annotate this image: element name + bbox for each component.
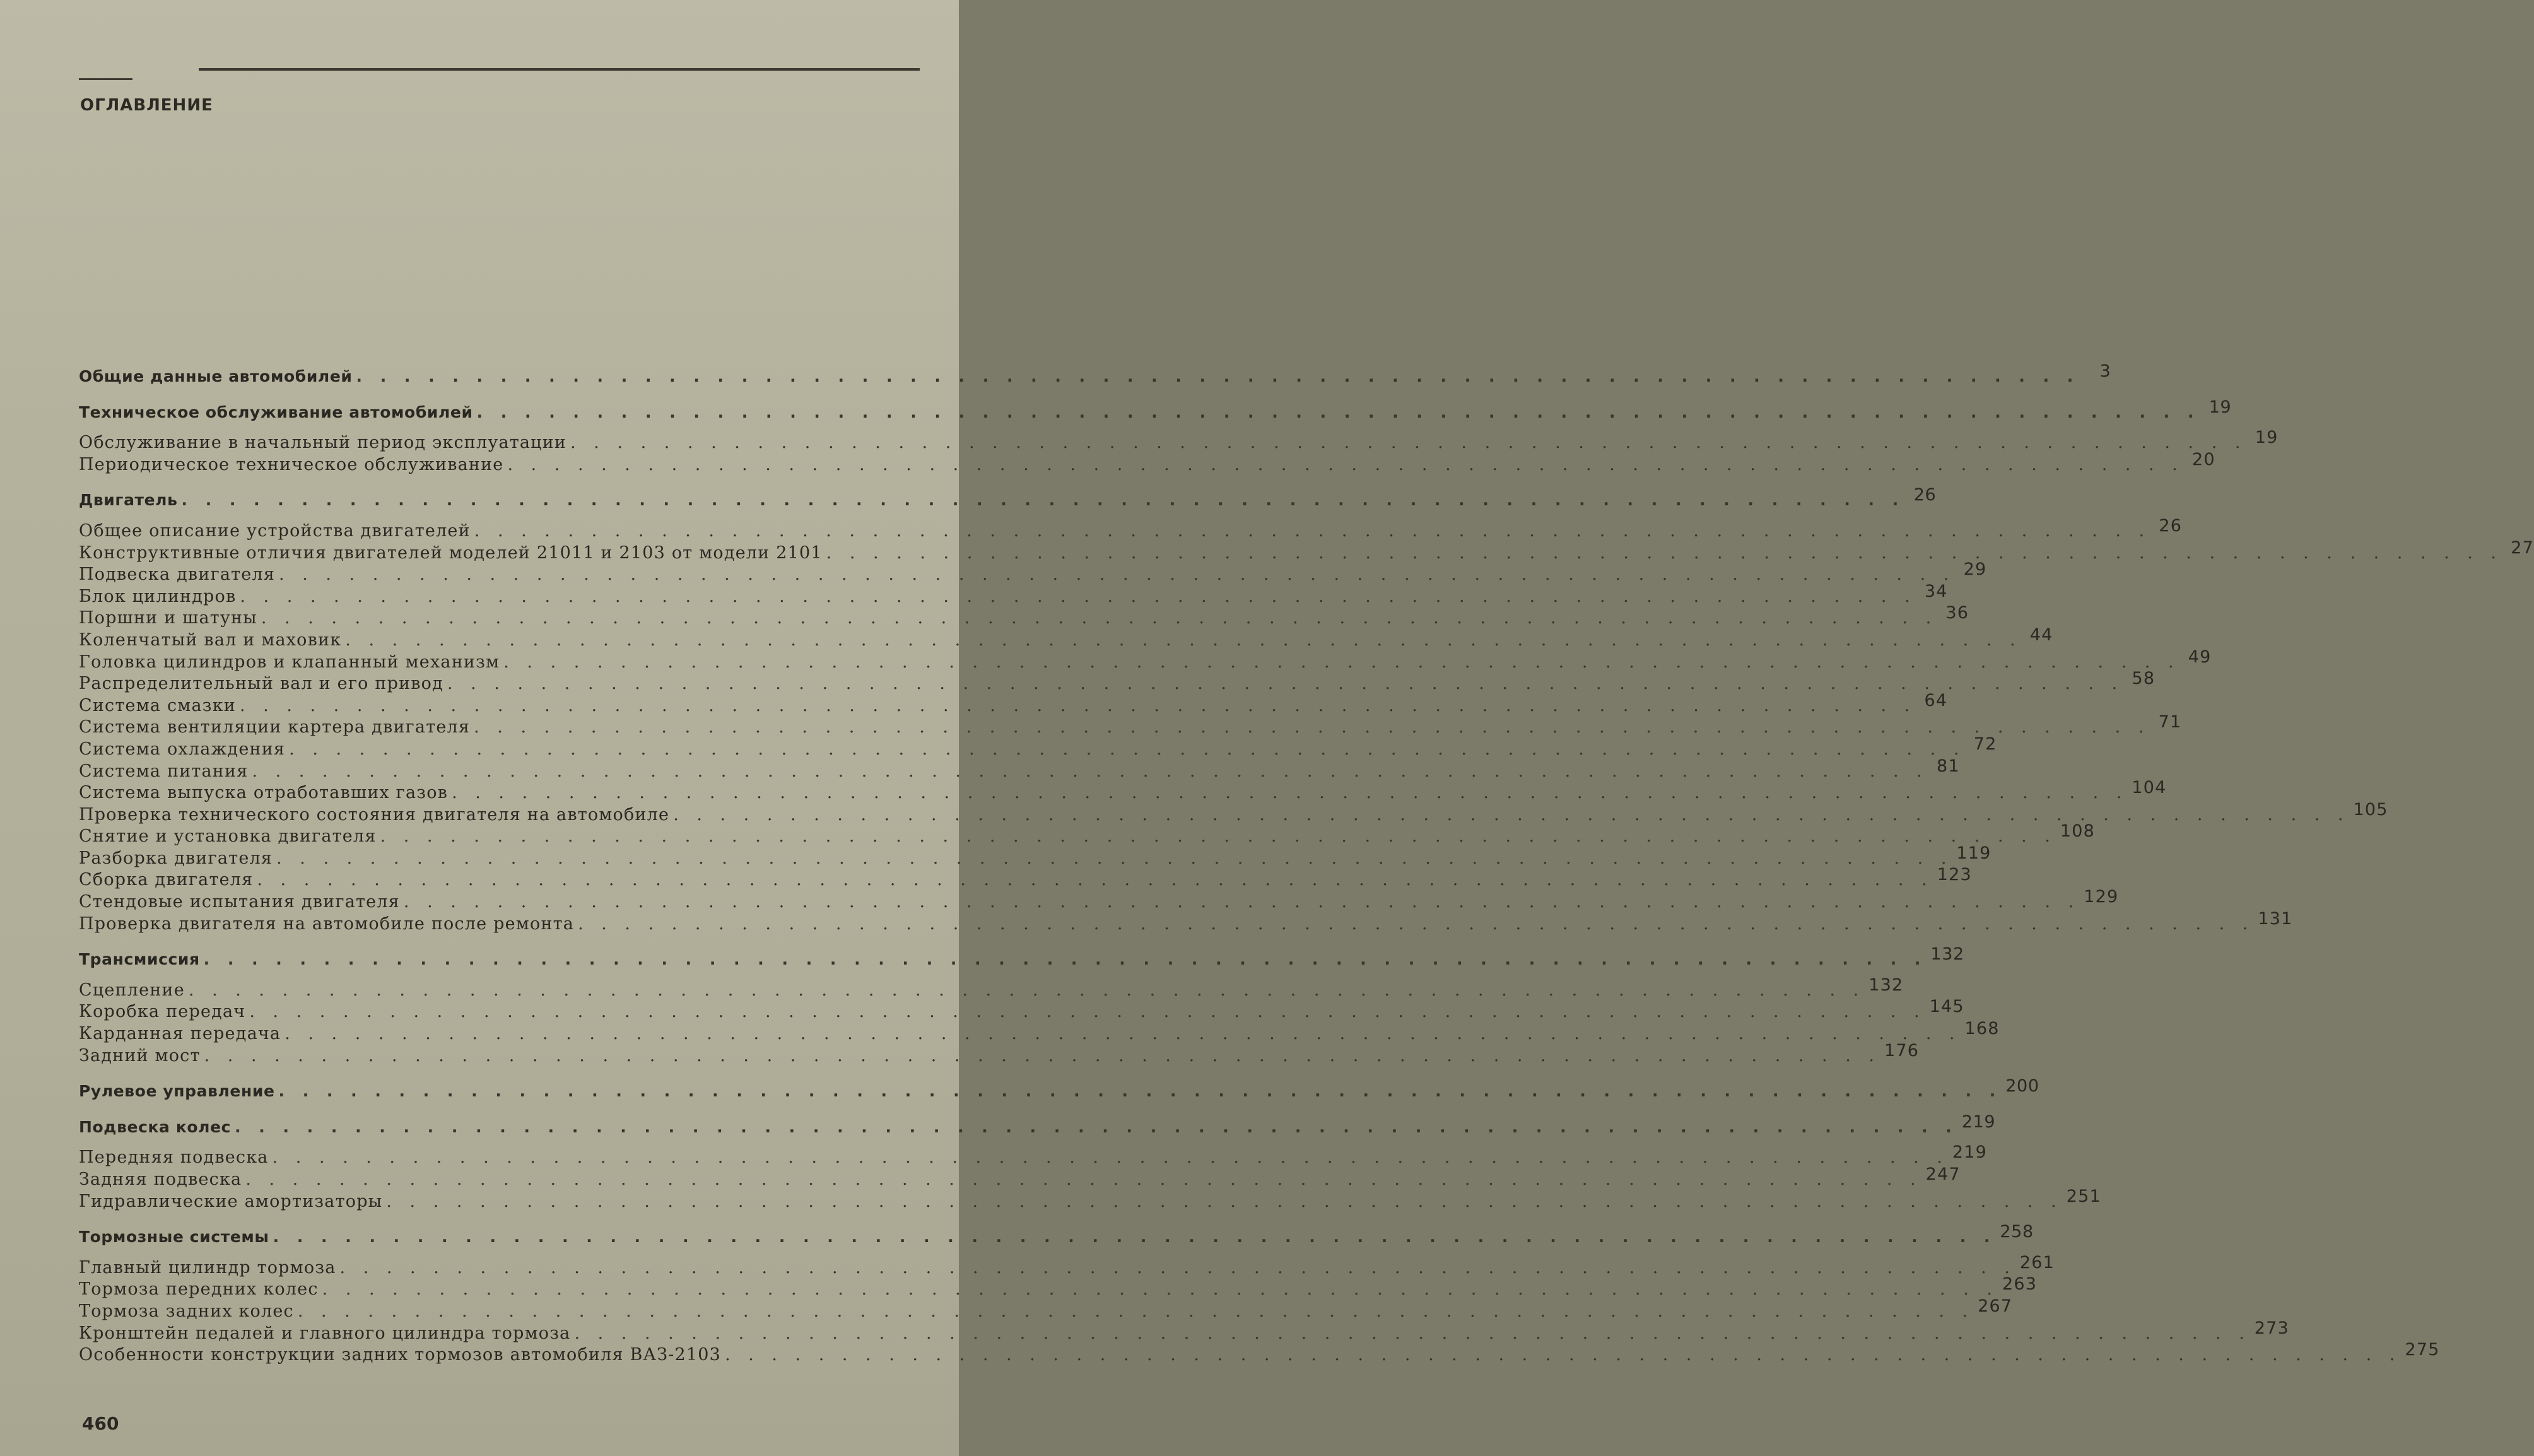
toc-entry-row[interactable] — [79, 1274, 2038, 1301]
toc-entry-row[interactable] — [79, 690, 1948, 717]
dot-leader: . . . . . . . . . . . . . . . . . . . . . . . . . . . . . . . . . . . . . . . . . . . . . . . . . . . . . . . . . . . . . . . . . . . . . . . . — [386, 1191, 2063, 1211]
toc-entry-title: Особенности конструкции задних тормозов автомобиля ВАЗ-2103 — [79, 1345, 722, 1365]
toc-spacer — [79, 1212, 905, 1226]
dot-leader: . . . . . . . . . . . . . . . . . . . . . . . . . . . . . . . . . . . . . . . . . . . . . . . . . . . . . . . . . . . . . . . . . . . . . . . . — [578, 913, 2255, 934]
toc-entry-title: Гидравлические амортизаторы — [79, 1191, 383, 1211]
toc-entry-row[interactable] — [79, 449, 2215, 476]
toc-entry-row[interactable] — [79, 428, 2279, 454]
toc-page-number: 71 — [2158, 712, 2182, 732]
toc-entry-row[interactable] — [79, 515, 2183, 543]
toc-entry-row[interactable] — [79, 1019, 2000, 1045]
page-number: 460 — [82, 1413, 119, 1434]
toc-spacer — [79, 1248, 905, 1257]
toc-entry-row[interactable] — [79, 560, 1987, 586]
toc-entry-title: Разборка двигателя — [79, 848, 273, 868]
toc-entry-row[interactable] — [79, 734, 1997, 761]
toc-entry-row[interactable] — [79, 1340, 2440, 1366]
dot-leader: . . . . . . . . . . . . . . . . . . . . . . . . . . . . . . . . . . . . . . . . . . . . . . . . . . . . . . . . . . . . . . . . . . . . . . . . — [356, 367, 2080, 385]
toc-page-number: 275 — [2405, 1340, 2440, 1360]
dot-leader: . . . . . . . . . . . . . . . . . . . . . . . . . . . . . . . . . . . . . . . . . . . . . . . . . . . . . . . . . . . . . . . . . . . . . . . . — [570, 433, 2247, 453]
toc-entry-title: Сцепление — [79, 980, 185, 1000]
toc-entry-row[interactable] — [79, 1296, 2013, 1323]
toc-entry-title: Система питания — [79, 761, 249, 781]
toc-entry-title: Конструктивные отличия двигателей моделей 21011 и 2103 от модели 2101 — [79, 543, 823, 563]
toc-page-number: 49 — [2188, 647, 2212, 667]
toc-section-row[interactable] — [79, 361, 2111, 388]
toc-entry-row[interactable] — [79, 778, 2167, 804]
toc-page-number: 64 — [1924, 690, 1948, 710]
toc-entry-title: Сборка двигателя — [79, 870, 254, 890]
toc-page-number: 176 — [1884, 1040, 1920, 1060]
toc-entry-row[interactable] — [79, 843, 1991, 870]
dot-leader: . . . . . . . . . . . . . . . . . . . . . . . . . . . . . . . . . . . . . . . . . . . . . . . . . . . . . . . . . . . . . . . . . . . . . . . . — [240, 586, 1916, 606]
toc-page-number: 19 — [2208, 397, 2232, 417]
dot-leader: . . . . . . . . . . . . . . . . . . . . . . . . . . . . . . . . . . . . . . . . . . . . . . . . . . . . . . . . . . . . . . . . . . . . . . . . — [297, 1301, 1974, 1321]
toc-entry-row[interactable] — [79, 647, 2212, 674]
toc-page-number: 247 — [1925, 1165, 1961, 1184]
toc-spacer — [79, 1138, 905, 1147]
toc-entry-row[interactable] — [79, 1186, 2101, 1213]
toc-page-number: 81 — [1936, 756, 1960, 776]
dot-leader: . . . . . . . . . . . . . . . . . . . . . . . . . . . . . . . . . . . . . . . . . . . . . . . . . . . . . . . . . . . . . . . . . . . . . . . . — [261, 608, 1938, 628]
toc-page-number: 267 — [1978, 1296, 2013, 1316]
toc-section-title: Тормозные системы — [79, 1228, 269, 1247]
toc-page-number: 132 — [1868, 975, 1904, 995]
toc-entry-row[interactable] — [79, 1165, 1961, 1191]
dot-leader: . . . . . . . . . . . . . . . . . . . . . . . . . . . . . . . . . . . . . . . . . . . . . . . . . . . . . . . . . . . . . . . . . . . . . . . . — [257, 870, 1933, 890]
toc-page-number: 263 — [2002, 1274, 2038, 1295]
toc-entry-row[interactable] — [79, 799, 2388, 826]
toc-page-number: 251 — [2066, 1186, 2101, 1206]
toc-entry-title: Кронштейн педалей и главного цилиндра тормоза — [79, 1323, 571, 1343]
toc-page-number: 219 — [1961, 1112, 1996, 1132]
dot-leader: . . . . . . . . . . . . . . . . . . . . . . . . . . . . . . . . . . . . . . . . . . . . . . . . . . . . . . . . . . . . . . . . . . . . . . . . — [273, 1228, 1997, 1247]
toc-entry-row[interactable] — [79, 581, 1948, 608]
toc-page-number: 26 — [1913, 485, 1937, 505]
toc-page-number: 36 — [1945, 603, 1969, 623]
toc-page-number: 26 — [2159, 515, 2183, 536]
dot-leader: . . . . . . . . . . . . . . . . . . . . . . . . . . . . . . . . . . . . . . . . . . . . . . . . . . . . . . . . . . . . . . . . . . . . . . . . — [339, 1257, 2016, 1277]
toc-page-number: 168 — [1964, 1019, 2000, 1039]
toc-page-number: 273 — [2254, 1318, 2289, 1338]
toc-entry-row[interactable] — [79, 756, 1960, 783]
toc-entry-title: Блок цилиндров — [79, 586, 237, 606]
toc-entry-title: Тормоза передних колес — [79, 1279, 319, 1300]
dot-leader: . . . . . . . . . . . . . . . . . . . . . . . . . . . . . . . . . . . . . . . . . . . . . . . . . . . . . . . . . . . . . . . . . . . . . . . . — [322, 1279, 1998, 1300]
toc-page-number: 44 — [2029, 625, 2053, 645]
dot-leader: . . . . . . . . . . . . . . . . . . . . . . . . . . . . . . . . . . . . . . . . . . . . . . . . . . . . . . . . . . . . . . . . . . . . . . . . — [240, 695, 1916, 715]
toc-entry-title: Снятие и установка двигателя — [79, 826, 377, 847]
dot-leader: . . . . . . . . . . . . . . . . . . . . . . . . . . . . . . . . . . . . . . . . . . . . . . . . . . . . . . . . . . . . . . . . . . . . . . . . — [278, 1082, 2002, 1101]
toc-entry-title: Поршни и шатуны — [79, 608, 257, 628]
toc-entry-row[interactable] — [79, 625, 2053, 652]
toc-page-number: 200 — [2005, 1076, 2039, 1096]
toc-page-number: 27 — [2511, 537, 2534, 558]
dot-leader: . . . . . . . . . . . . . . . . . . . . . . . . . . . . . . . . . . . . . . . . . . . . . . . . . . . . . . . . . . . . . . . . . . . . . . . . — [574, 1323, 2251, 1343]
toc-entry-title: Проверка технического состояния двигателя на автомобиле — [79, 804, 670, 825]
dot-leader: . . . . . . . . . . . . . . . . . . . . . . . . . . . . . . . . . . . . . . . . . . . . . . . . . . . . . . . . . . . . . . . . . . . . . . . . — [252, 761, 1928, 781]
toc-entry-title: Подвеска двигателя — [79, 565, 276, 585]
toc-spacer — [79, 512, 905, 520]
toc-entry-title: Обслуживание в начальный период эксплуатации — [79, 433, 567, 453]
toc-entry-title: Коленчатый вал и маховик — [79, 630, 342, 650]
toc-section-row[interactable] — [79, 397, 2232, 424]
toc-page-number: 105 — [2353, 799, 2388, 819]
toc-entry-row[interactable] — [79, 1040, 1920, 1067]
toc-entry-title: Тормоза задних колес — [79, 1301, 294, 1321]
toc-entry-title: Задний мост — [79, 1045, 201, 1066]
dot-leader: . . . . . . . . . . . . . . . . . . . . . . . . . . . . . . . . . . . . . . . . . . . . . . . . . . . . . . . . . . . . . . . . . . . . . . . . — [249, 1002, 1926, 1022]
toc-entry-row[interactable] — [79, 821, 2096, 848]
toc-entry-title: Стендовые испытания двигателя — [79, 892, 400, 912]
toc-entry-row[interactable] — [79, 1142, 1988, 1169]
dot-leader: . . . . . . . . . . . . . . . . . . . . . . . . . . . . . . . . . . . . . . . . . . . . . . . . . . . . . . . . . . . . . . . . . . . . . . . . — [279, 565, 1956, 585]
toc-entry-row[interactable] — [79, 975, 1904, 1002]
toc-section-title: Общие данные автомобилей — [79, 367, 353, 385]
dot-leader: . . . . . . . . . . . . . . . . . . . . . . . . . . . . . . . . . . . . . . . . . . . . . . . . . . . . . . . . . . . . . . . . . . . . . . . . — [474, 717, 2150, 737]
toc-section-row[interactable] — [79, 1076, 2039, 1103]
toc-entry-row[interactable] — [79, 1252, 2055, 1279]
dot-leader: . . . . . . . . . . . . . . . . . . . . . . . . . . . . . . . . . . . . . . . . . . . . . . . . . . . . . . . . . . . . . . . . . . . . . . . . — [826, 543, 2503, 563]
dot-leader: . . . . . . . . . . . . . . . . . . . . . . . . . . . . . . . . . . . . . . . . . . . . . . . . . . . . . . . . . . . . . . . . . . . . . . . . — [725, 1345, 2402, 1365]
toc-entry-row[interactable] — [79, 537, 2534, 565]
toc-page-number: 132 — [1930, 944, 1964, 965]
toc-page-number: 58 — [2132, 669, 2156, 689]
toc-spacer — [79, 1103, 905, 1117]
toc-page-number: 131 — [2258, 908, 2293, 929]
toc-page-number: 34 — [1924, 581, 1948, 601]
toc-entry-row[interactable] — [79, 603, 1969, 630]
dot-leader: . . . . . . . . . . . . . . . . . . . . . . . . . . . . . . . . . . . . . . . . . . . . . . . . . . . . . . . . . . . . . . . . . . . . . . . . — [474, 520, 2151, 541]
dot-leader: . . . . . . . . . . . . . . . . . . . . . . . . . . . . . . . . . . . . . . . . . . . . . . . . . . . . . . . . . . . . . . . . . . . . . . . . — [284, 1024, 1961, 1044]
toc-spacer — [79, 476, 905, 490]
toc-entry-row[interactable] — [79, 712, 2182, 739]
dot-leader: . . . . . . . . . . . . . . . . . . . . . . . . . . . . . . . . . . . . . . . . . . . . . . . . . . . . . . . . . . . . . . . . . . . . . . . . — [289, 739, 1966, 759]
dot-leader: . . . . . . . . . . . . . . . . . . . . . . . . . . . . . . . . . . . . . . . . . . . . . . . . . . . . . . . . . . . . . . . . . . . . . . . . — [245, 1170, 1922, 1189]
toc-page-number: 258 — [2000, 1222, 2034, 1242]
toc-section-title: Техническое обслуживание автомобилей — [79, 402, 473, 421]
toc-spacer — [79, 935, 905, 949]
toc-entry-title: Коробка передач — [79, 1002, 246, 1022]
page-heading: ОГЛАВЛЕНИЕ — [80, 96, 213, 115]
toc-section-row[interactable] — [79, 944, 1964, 971]
toc-page-number: 19 — [2255, 428, 2279, 448]
toc-page-number: 108 — [2060, 821, 2096, 842]
toc-entry-title: Проверка двигателя на автомобиле после ремонта — [79, 913, 575, 934]
dot-leader: . . . . . . . . . . . . . . . . . . . . . . . . . . . . . . . . . . . . . . . . . . . . . . . . . . . . . . . . . . . . . . . . . . . . . . . . — [507, 454, 2184, 474]
toc-page-number: 3 — [2099, 361, 2111, 381]
dot-leader: . . . . . . . . . . . . . . . . . . . . . . . . . . . . . . . . . . . . . . . . . . . . . . . . . . . . . . . . . . . . . . . . . . . . . . . . — [276, 848, 1953, 868]
toc-spacer — [79, 1067, 905, 1081]
header-rule — [199, 68, 920, 71]
dot-leader: . . . . . . . . . . . . . . . . . . . . . . . . . . . . . . . . . . . . . . . . . . . . . . . . . . . . . . . . . . . . . . . . . . . . . . . . — [452, 783, 2128, 803]
toc-entry-row[interactable] — [79, 908, 2293, 936]
toc-entry-row[interactable] — [79, 997, 1964, 1023]
toc-entry-title: Общее описание устройства двигателей — [79, 520, 471, 541]
toc-spacer — [79, 388, 905, 402]
toc-page-number: 104 — [2132, 778, 2167, 798]
toc-entry-title: Система смазки — [79, 695, 236, 715]
dot-leader: . . . . . . . . . . . . . . . . . . . . . . . . . . . . . . . . . . . . . . . . . . . . . . . . . . . . . . . . . . . . . . . . . . . . . . . . — [403, 892, 2080, 912]
dot-leader: . . . . . . . . . . . . . . . . . . . . . . . . . . . . . . . . . . . . . . . . . . . . . . . . . . . . . . . . . . . . . . . . . . . . . . . . — [503, 652, 2180, 672]
dot-leader: . . . . . . . . . . . . . . . . . . . . . . . . . . . . . . . . . . . . . . . . . . . . . . . . . . . . . . . . . . . . . . . . . . . . . . . . — [380, 826, 2056, 847]
toc-section-title: Двигатель — [79, 491, 178, 510]
toc-entry-title: Система выпуска отработавших газов — [79, 783, 449, 803]
toc-section-row[interactable] — [79, 485, 1937, 512]
toc-entry-title: Система вентиляции картера двигателя — [79, 717, 471, 737]
toc-page-number: 72 — [1973, 734, 1997, 754]
dot-leader: . . . . . . . . . . . . . . . . . . . . . . . . . . . . . . . . . . . . . . . . . . . . . . . . . . . . . . . . . . . . . . . . . . . . . . . . — [447, 674, 2124, 694]
toc-section-row[interactable] — [79, 1112, 1996, 1139]
dot-leader: . . . . . . . . . . . . . . . . . . . . . . . . . . . . . . . . . . . . . . . . . . . . . . . . . . . . . . . . . . . . . . . . . . . . . . . . — [345, 630, 2022, 650]
toc-section-title: Трансмиссия — [79, 950, 200, 969]
dot-leader: . . . . . . . . . . . . . . . . . . . . . . . . . . . . . . . . . . . . . . . . . . . . . . . . . . . . . . . . . . . . . . . . . . . . . . . . — [235, 1117, 1958, 1136]
toc-entry-title: Задняя подвеска — [79, 1170, 242, 1189]
toc-entry-title: Распределительный вал и его привод — [79, 674, 443, 694]
toc-spacer — [79, 423, 905, 432]
toc-entry-title: Система охлаждения — [79, 739, 286, 759]
toc-section-row[interactable] — [79, 1222, 2034, 1248]
toc-section-title: Подвеска колес — [79, 1117, 232, 1136]
dot-leader: . . . . . . . . . . . . . . . . . . . . . . . . . . . . . . . . . . . . . . . . . . . . . . . . . . . . . . . . . . . . . . . . . . . . . . . . — [204, 1045, 1880, 1066]
toc-entry-row[interactable] — [79, 1318, 2289, 1345]
toc-page-number: 123 — [1937, 865, 1972, 885]
toc-entry-title: Периодическое техническое обслуживание — [79, 454, 504, 474]
toc-page-number: 219 — [1952, 1142, 1988, 1163]
dot-leader: . . . . . . . . . . . . . . . . . . . . . . . . . . . . . . . . . . . . . . . . . . . . . . . . . . . . . . . . . . . . . . . . . . . . . . . . — [673, 804, 2350, 825]
toc-page-number: 129 — [2084, 887, 2119, 907]
header-rule-short — [79, 78, 132, 80]
toc-page-number: 119 — [1956, 843, 1991, 863]
toc-entry-title: Карданная передача — [79, 1024, 281, 1044]
toc-page-number: 145 — [1929, 997, 1964, 1017]
toc-entry-row[interactable] — [79, 887, 2119, 913]
toc-page-number: 261 — [2019, 1252, 2055, 1272]
dot-leader: . . . . . . . . . . . . . . . . . . . . . . . . . . . . . . . . . . . . . . . . . . . . . . . . . . . . . . . . . . . . . . . . . . . . . . . . — [188, 980, 1865, 1000]
toc-entry-row[interactable] — [79, 669, 2156, 695]
toc-entry-title: Главный цилиндр тормоза — [79, 1257, 336, 1277]
toc-section-title: Рулевое управление — [79, 1082, 275, 1101]
toc-entry-title: Головка цилиндров и клапанный механизм — [79, 652, 500, 672]
toc-entry-row[interactable] — [79, 865, 1972, 891]
toc-entry-title: Передняя подвеска — [79, 1148, 269, 1168]
dot-leader: . . . . . . . . . . . . . . . . . . . . . . . . . . . . . . . . . . . . . . . . . . . . . . . . . . . . . . . . . . . . . . . . . . . . . . . . — [476, 402, 2200, 421]
dot-leader: . . . . . . . . . . . . . . . . . . . . . . . . . . . . . . . . . . . . . . . . . . . . . . . . . . . . . . . . . . . . . . . . . . . . . . . . — [181, 491, 1905, 510]
dot-leader: . . . . . . . . . . . . . . . . . . . . . . . . . . . . . . . . . . . . . . . . . . . . . . . . . . . . . . . . . . . . . . . . . . . . . . . . — [203, 950, 1927, 969]
toc-page-number: 20 — [2192, 449, 2215, 469]
dot-leader: . . . . . . . . . . . . . . . . . . . . . . . . . . . . . . . . . . . . . . . . . . . . . . . . . . . . . . . . . . . . . . . . . . . . . . . . — [272, 1148, 1949, 1168]
toc-spacer — [79, 971, 905, 980]
toc-page-number: 29 — [1963, 560, 1987, 580]
table-of-contents — [79, 361, 2534, 1366]
